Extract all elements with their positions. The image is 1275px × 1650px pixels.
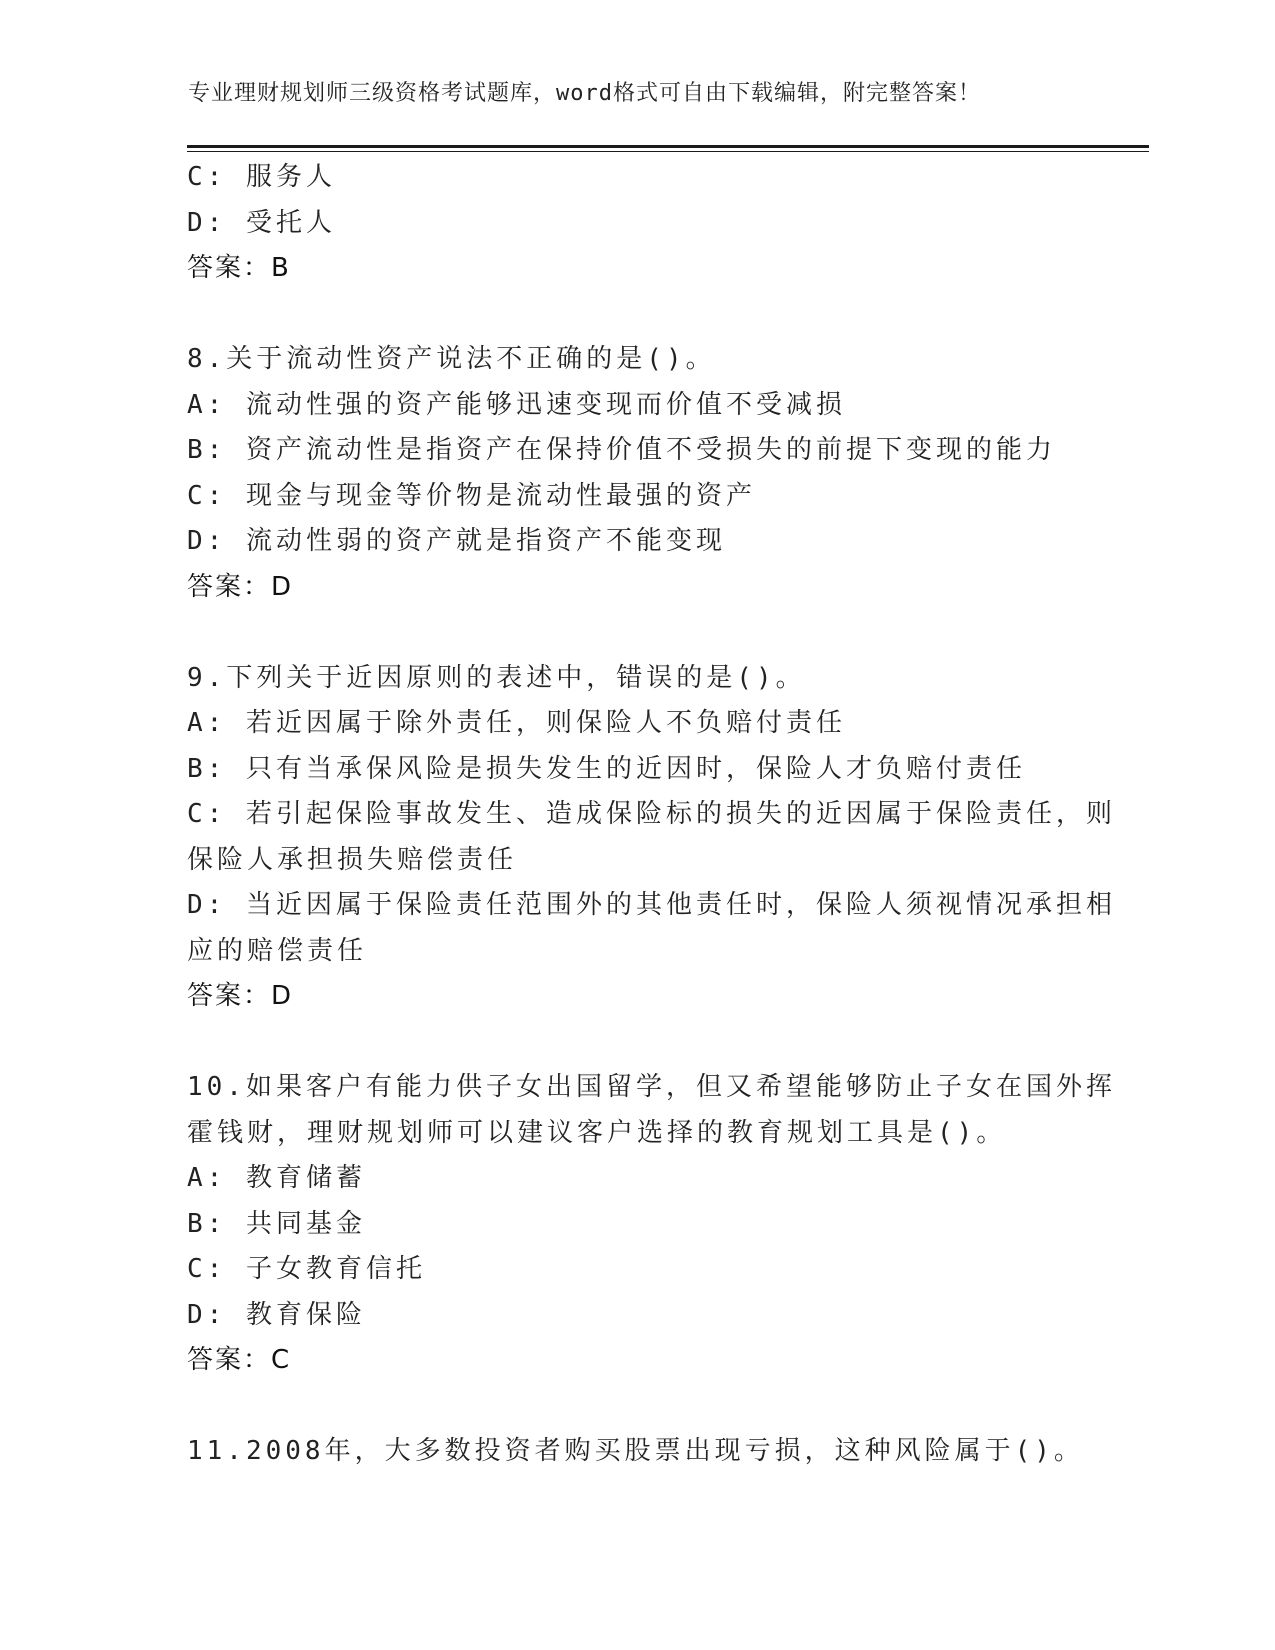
q9-option-d-cont: 应的赔偿责任 xyxy=(187,935,368,966)
header-rule-thick xyxy=(187,145,1149,148)
q10-option-c: C: 子女教育信托 xyxy=(187,1254,426,1284)
q10-option-a: A: 教育储蓄 xyxy=(187,1163,366,1193)
q9-option-d: D: 当近因属于保险责任范围外的其他责任时，保险人须视情况承担相 xyxy=(187,890,1116,920)
q8-option-d: D: 流动性弱的资产就是指资产不能变现 xyxy=(187,526,726,556)
option-c: C: 服务人 xyxy=(187,162,336,192)
q9-option-b: B: 只有当承保风险是损失发生的近因时，保险人才负赔付责任 xyxy=(187,753,1026,784)
spacer xyxy=(187,610,1087,656)
q9-option-c: C: 若引起保险事故发生、造成保险标的损失的近因属于保险责任，则 xyxy=(187,799,1116,829)
page-header: 专业理财规划师三级资格考试题库，word格式可自由下载编辑，附完整答案！ xyxy=(188,81,981,106)
q10-option-b: B: 共同基金 xyxy=(187,1208,366,1239)
q8-option-b: B: 资产流动性是指资产在保持价值不受损失的前提下变现的能力 xyxy=(187,435,1056,465)
question-8: 8.关于流动性资产说法不正确的是()。 xyxy=(187,344,716,374)
q10-answer: 答案：C xyxy=(187,1345,292,1375)
question-11: 11.2008年，大多数投资者购买股票出现亏损，这种风险属于()。 xyxy=(187,1436,1084,1466)
header-rule-thin xyxy=(187,151,1149,152)
spacer xyxy=(187,1384,1087,1430)
q9-answer: 答案：D xyxy=(187,981,294,1011)
q8-answer: 答案：D xyxy=(187,571,294,602)
q9-option-a: A: 若近因属于除外责任，则保险人不负赔付责任 xyxy=(187,708,846,738)
question-10: 10.如果客户有能力供子女出国留学，但又希望能够防止子女在国外挥 xyxy=(187,1072,1116,1102)
spacer xyxy=(187,1020,1087,1066)
answer-line: 答案：B xyxy=(187,253,291,283)
q10-option-d: D: 教育保险 xyxy=(187,1299,366,1330)
question-9: 9.下列关于近因原则的表述中，错误的是()。 xyxy=(187,662,806,693)
q8-option-a: A: 流动性强的资产能够迅速变现而价值不受减损 xyxy=(187,389,846,420)
spacer xyxy=(187,292,1087,338)
option-d: D: 受托人 xyxy=(187,207,336,238)
question-content xyxy=(187,155,1116,1475)
question-10-cont: 霍钱财，理财规划师可以建议客户选择的教育规划工具是()。 xyxy=(187,1117,1007,1148)
q9-option-c-cont: 保险人承担损失赔偿责任 xyxy=(187,844,518,875)
q8-option-c: C: 现金与现金等价物是流动性最强的资产 xyxy=(187,480,756,511)
